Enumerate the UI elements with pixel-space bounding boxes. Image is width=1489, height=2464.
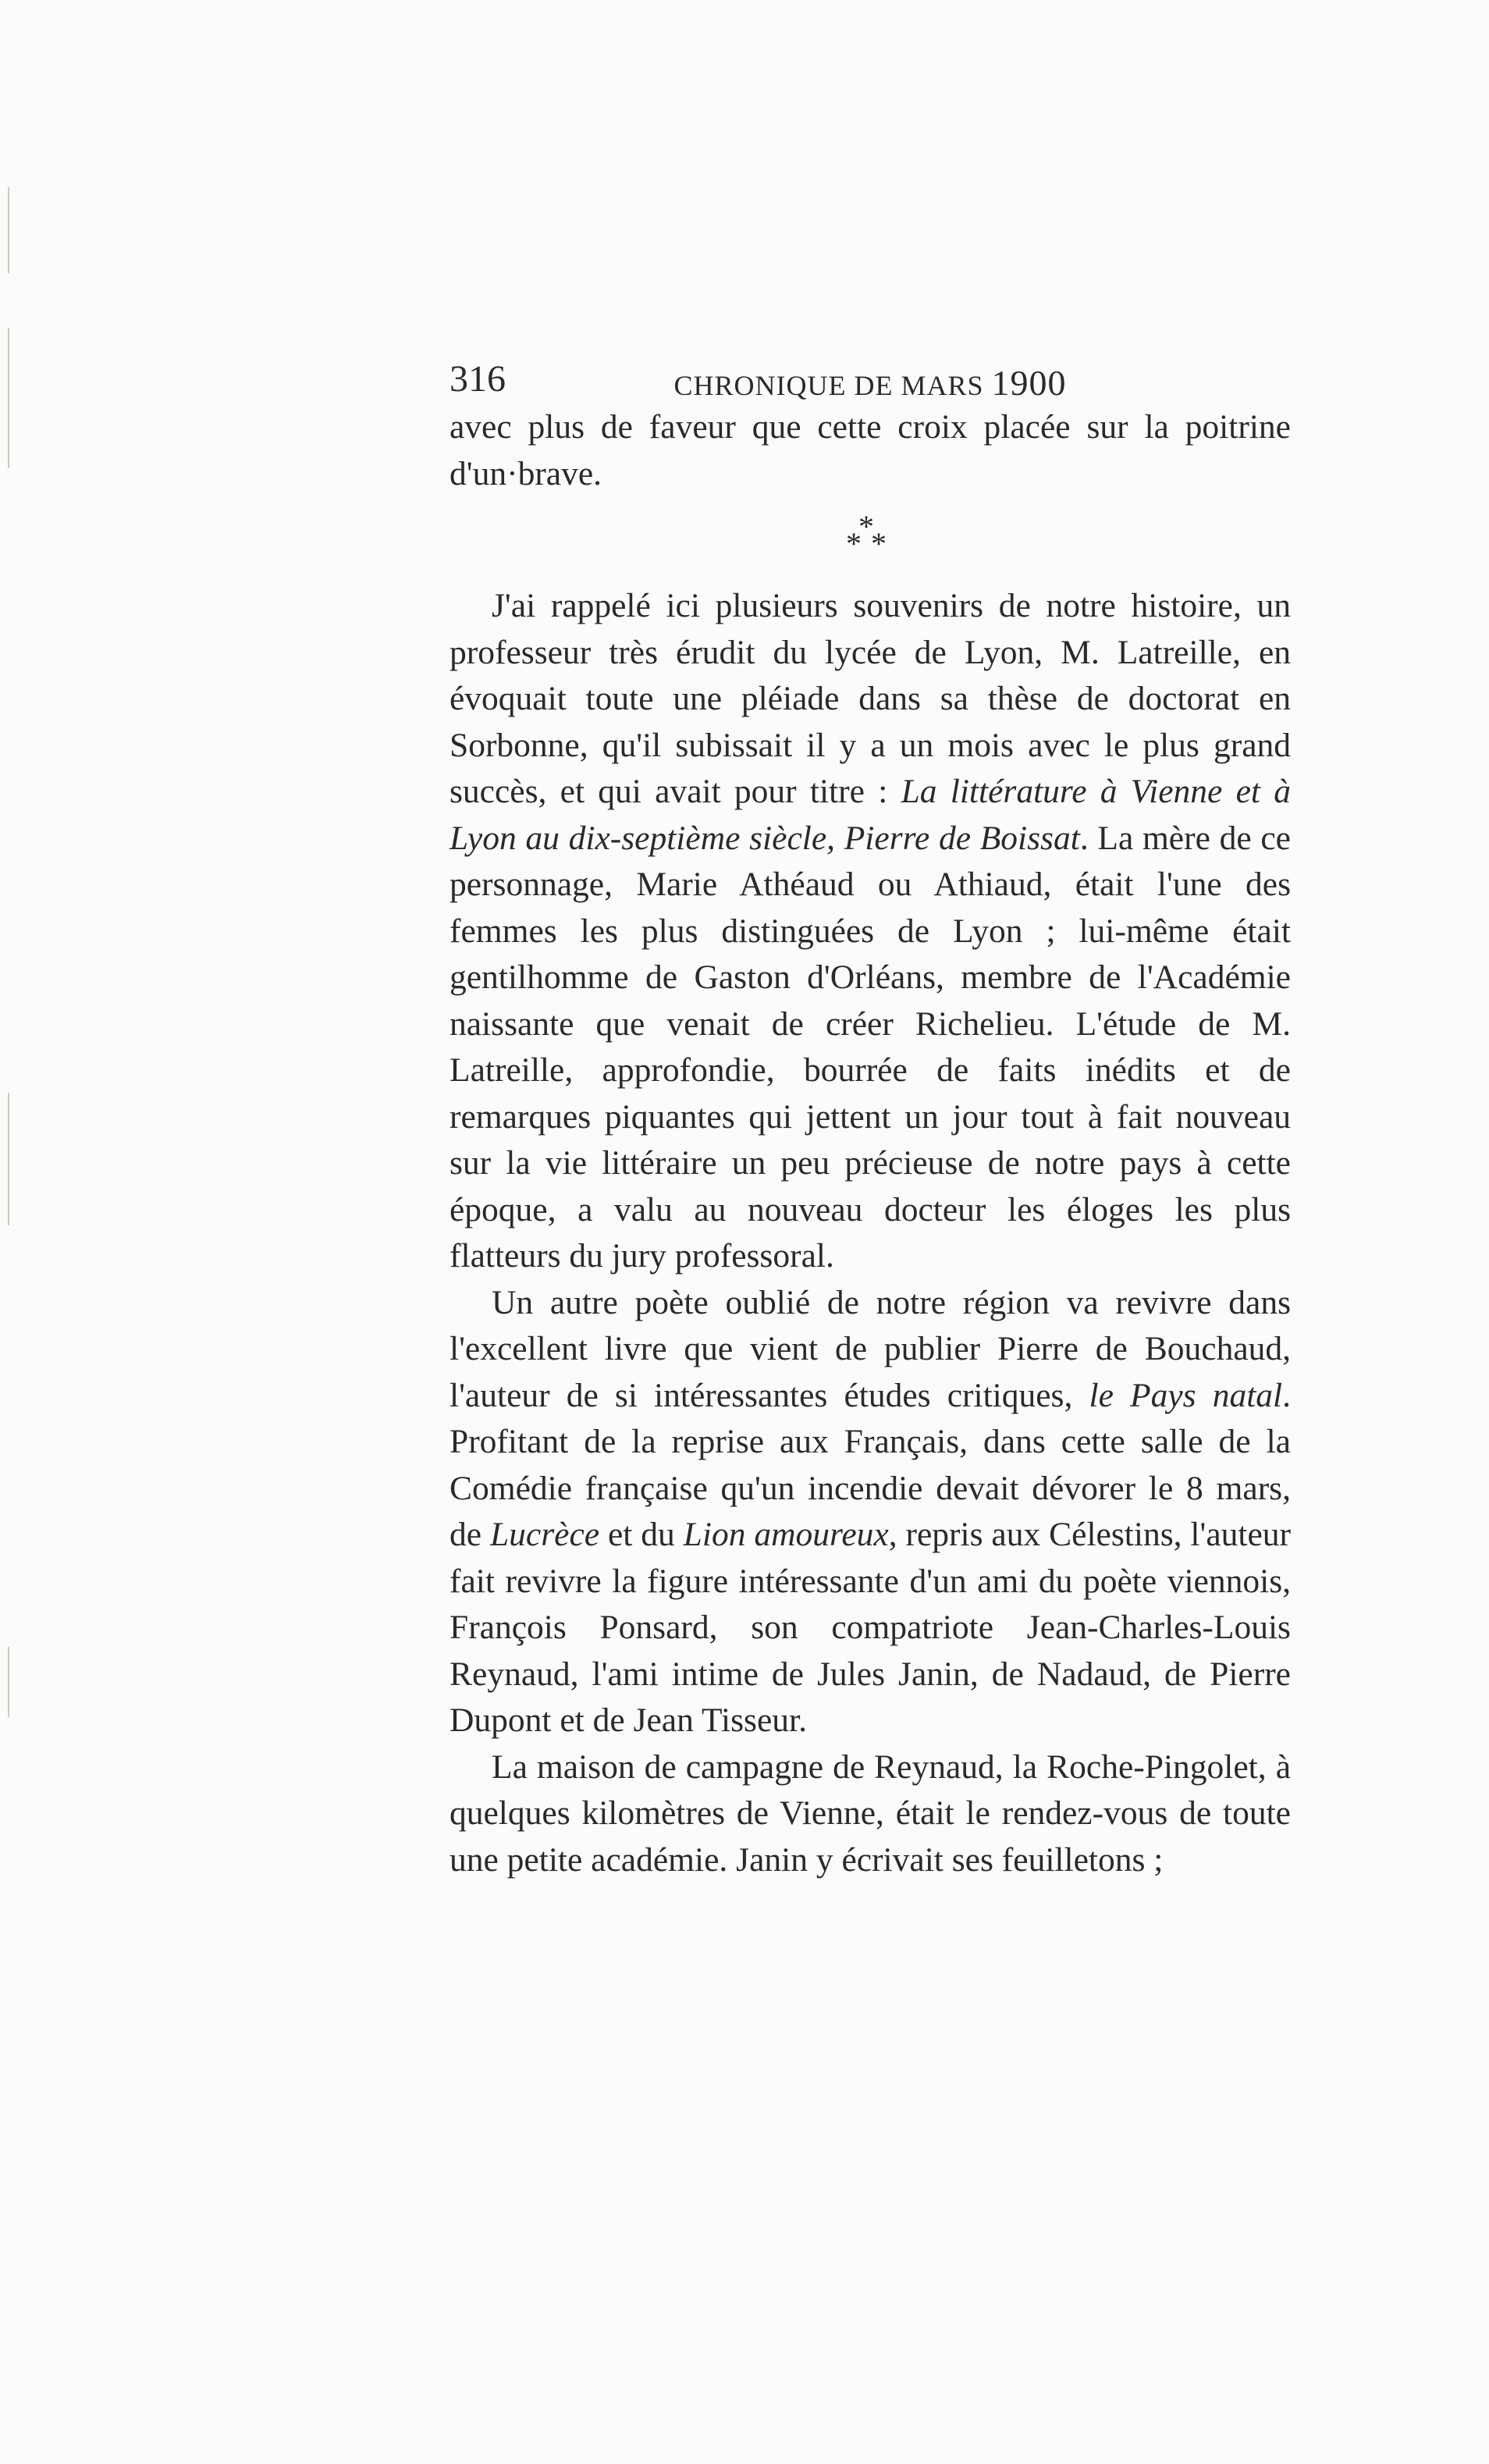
separator-star-top: * <box>858 509 874 544</box>
running-title <box>450 362 1291 404</box>
paragraph-bouchaud-text-d: , repris aux Célestins, l'auteur fait revivre la figure intéressante d'un ami du poète viennois, François Ponsard, son compatriote Jean-Charles-Louis Reynaud, l'ami intime de Jules Janin, de Nadaud, de Pierre Dupont et de Jean Tisseur. <box>450 1516 1292 1739</box>
paragraph-continuation: avec plus de faveur que cette croix placée sur la poitrine d'un·brave. <box>450 408 1291 492</box>
body-text <box>450 404 1291 1883</box>
scan-edge-mark-lower <box>8 1093 9 1225</box>
section-separator <box>450 497 1291 583</box>
running-title-year: 1900 <box>991 363 1067 403</box>
paragraph-latreille-text-a: J'ai rappelé ici plusieurs souvenirs de notre histoire, un professeur très érudit du lycée de Lyon, M. Latreille, en évoquait toute une pléiade dans sa thèse de doctorat en Sorbonne, qu'il subissait il y a un mois avec le plus grand succès, et qui avait pour titre : <box>450 587 1291 810</box>
running-head <box>450 357 1291 404</box>
paragraph-latreille <box>450 583 1291 1280</box>
thesis-title: La littérature à Vienne et à Lyon au dix-septième siècle, Pierre de Boissat <box>450 773 1291 857</box>
scan-edge-mark-middle <box>8 328 9 468</box>
book-title-pays-natal: le Pays natal <box>1089 1376 1283 1414</box>
paragraph-bouchaud-text-a: Un autre poète oublié de notre région va revivre dans l'excellent livre que vient de publier Pierre de Bouchaud, l'auteur de si intéressantes études critiques, <box>450 1283 1291 1414</box>
scan-edge-mark-top <box>8 187 9 273</box>
paragraph-latreille-text-b: . La mère de ce personnage, Marie Athéaud ou Athiaud, était l'une des femmes les plus distinguées de Lyon ; lui-même était gentilhomme de Gaston d'Orléans, membre de l'Académie naissante que venait de créer Richelieu. L'étude de M. Latreille, approfondie, bourrée de faits inédits et de remarques piquantes qui jettent un jour tout à fait nouveau sur la vie littéraire un peu précieuse de notre pays à cette époque, a valu au nouveau docteur les éloges les plus flatteurs du jury professoral. <box>450 819 1291 1275</box>
separator-star-left: * <box>846 526 862 561</box>
paragraph-roche-pingolet: La maison de campagne de Reynaud, la Roche-Pingolet, à quelques kilomètres de Vienne, était le rendez-vous de toute une petite académie. Janin y écrivait ses feuilletons ; <box>450 1748 1291 1879</box>
paragraph-bouchaud-text-c: et du <box>599 1516 684 1553</box>
play-title-lucrece: Lucrèce <box>489 1516 600 1553</box>
scan-edge-mark-bottom <box>8 1647 9 1717</box>
page-number: 316 <box>450 358 506 400</box>
book-page <box>450 357 1291 1883</box>
separator-star-right: * <box>871 526 887 561</box>
paragraph-bouchaud-text-b: . Profitant de la reprise aux Français, dans cette salle de la Comédie française qu'un incendie devait dévorer le 8 mars, de <box>450 1376 1292 1553</box>
play-title-lion-amoureux: Lion amoureux <box>683 1516 889 1553</box>
running-title-text: CHRONIQUE DE MARS <box>673 370 984 401</box>
paragraph-bouchaud <box>450 1280 1291 1744</box>
